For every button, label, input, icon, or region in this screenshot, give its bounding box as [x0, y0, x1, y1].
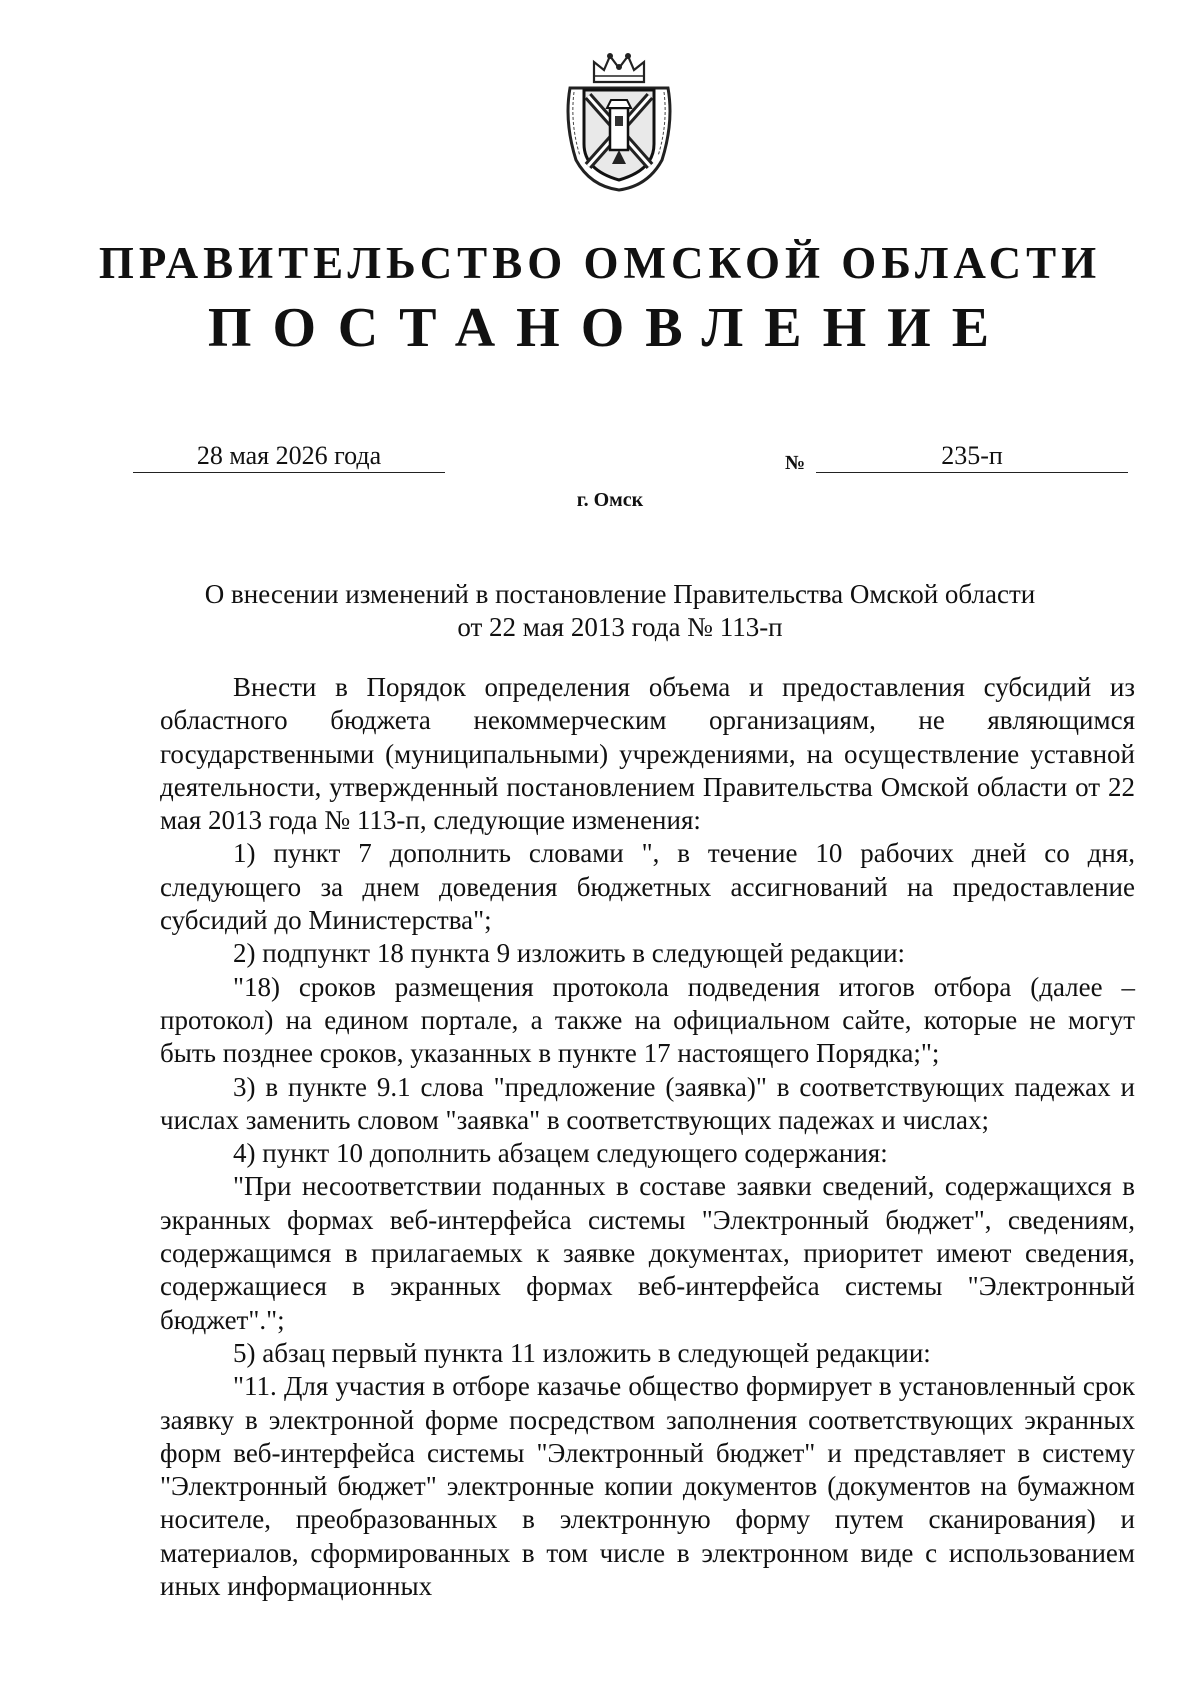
body-paragraph-item-4-text: "При несоответствии поданных в составе заявки сведений, содержащихся в экранных формах веб-интерфейса системы "Электронный бюджет", сведениям, содержащимся в прилагаемых к заявке документах, приоритет имеют сведения, содержащиеся в экранных формах веб-интерфейса системы "Электронный бюджет".";	[160, 1171, 1135, 1335]
coat-of-arms-emblem	[560, 52, 678, 192]
document-subject	[150, 578, 1090, 644]
body-paragraph-item-2: 2) подпункт 18 пункта 9 изложить в следующей редакции:	[233, 938, 906, 969]
document-body	[160, 671, 1135, 1603]
subject-line-1: О внесении изменений в постановление Правительства Омской области	[204, 579, 1036, 609]
organization-name: ПРАВИТЕЛЬСТВО ОМСКОЙ ОБЛАСТИ	[98, 238, 1102, 288]
body-paragraph-item-4: 4) пункт 10 дополнить абзацем следующего содержания:	[233, 1138, 888, 1169]
body-paragraph-item-2-text: "18) сроков размещения протокола подведения итогов отбора (далее – протокол) на едином портале, а также на официальном сайте, которые не могут быть позднее сроков, указанных в пункте 17 настоящего Порядка;";	[160, 971, 1135, 1069]
document-date: 28 мая 2026 года	[133, 440, 445, 473]
number-label: №	[785, 452, 806, 474]
body-paragraph-item-3: 3) в пункте 9.1 слова "предложение (заявка)" в соответствующих падежах и числах заменить словом "заявка" в соответствующих падежах и числах;	[160, 1071, 1135, 1135]
body-paragraph-item-1: 1) пункт 7 дополнить словами ", в течение 10 рабочих дней со дня, следующего за днем доведения бюджетных ассигнований на предоставление субсидий до Министерства";	[160, 838, 1135, 936]
body-paragraph-item-5: 5) абзац первый пункта 11 изложить в следующей редакции:	[233, 1337, 931, 1368]
body-paragraph-item-5-text: "11. Для участия в отборе казачье общество формирует в установленный срок заявку в электронной форме посредством заполнения соответствующих экранных форм веб-интерфейса системы "Электронный бюджет" и представляет в систему "Электронный бюджет" электронные копии документов (документов на бумажном носителе, преобразованных в электронную форму путем сканирования) и материалов, сформированных в том числе в электронном виде с использованием иных информационных	[160, 1371, 1135, 1602]
document-type-title: ПОСТАНОВЛЕНИЕ	[207, 297, 1011, 359]
subject-line-2: от 22 мая 2013 года № 113-п	[457, 612, 783, 642]
city-of-issue: г. Омск	[576, 489, 644, 511]
document-number: 235-п	[816, 440, 1128, 473]
body-paragraph-preamble: Внести в Порядок определения объема и предоставления субсидий из областного бюджета некоммерческим организациям, не являющимся государственными (муниципальными) учреждениями, на осуществление уставной деятельности, утвержденный постановлением Правительства Омской области от 22 мая 2013 года № 113-п, следующие изменения:	[160, 672, 1135, 836]
